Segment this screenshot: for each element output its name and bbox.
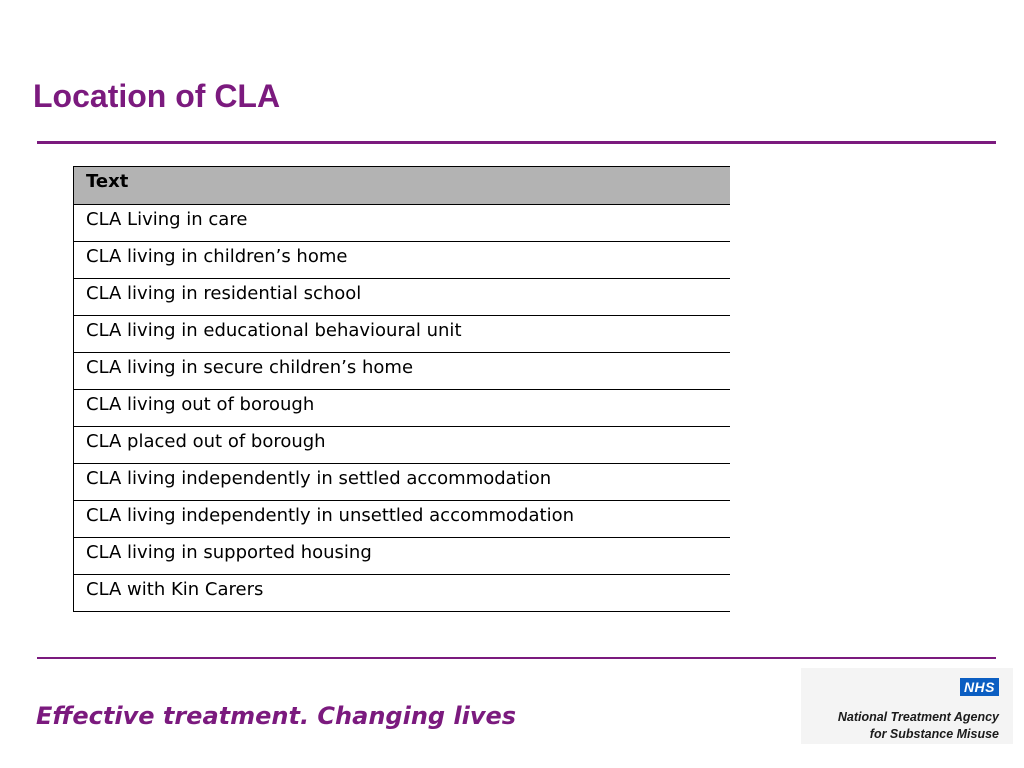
slide-title: Location of CLA xyxy=(33,78,281,114)
table-row xyxy=(74,501,731,538)
logo-org-subtitle: for Substance Misuse xyxy=(869,727,999,741)
table-cell: CLA living in secure children’s home xyxy=(74,353,731,390)
table-cell: CLA placed out of borough xyxy=(74,427,731,464)
table-cell: CLA with Kin Carers xyxy=(74,575,731,612)
logo-org-name: National Treatment Agency xyxy=(837,710,999,724)
table-row xyxy=(74,353,731,390)
table-row xyxy=(74,464,731,501)
bottom-divider xyxy=(37,657,996,659)
table-cell: CLA living independently in unsettled accommodation xyxy=(74,501,731,538)
nhs-logo-badge: NHS xyxy=(960,678,999,696)
table-row xyxy=(74,427,731,464)
table-row xyxy=(74,242,731,279)
table-cell: CLA living in residential school xyxy=(74,279,731,316)
table-header-row xyxy=(74,167,731,205)
table-row xyxy=(74,205,731,242)
table-row xyxy=(74,575,731,612)
table-row xyxy=(74,279,731,316)
table-row xyxy=(74,390,731,427)
nta-logo xyxy=(801,668,1013,744)
table-header-cell: Text xyxy=(74,167,731,205)
top-divider xyxy=(37,141,996,144)
table-row xyxy=(74,316,731,353)
location-table xyxy=(73,166,730,612)
table-cell: CLA living in children’s home xyxy=(74,242,731,279)
footer-tagline: Effective treatment. Changing lives xyxy=(36,702,517,730)
table-cell: CLA living out of borough xyxy=(74,390,731,427)
table-cell: CLA living independently in settled accommodation xyxy=(74,464,731,501)
table-cell: CLA living in supported housing xyxy=(74,538,731,575)
table-cell: CLA Living in care xyxy=(74,205,731,242)
table-row xyxy=(74,538,731,575)
table-cell: CLA living in educational behavioural unit xyxy=(74,316,731,353)
